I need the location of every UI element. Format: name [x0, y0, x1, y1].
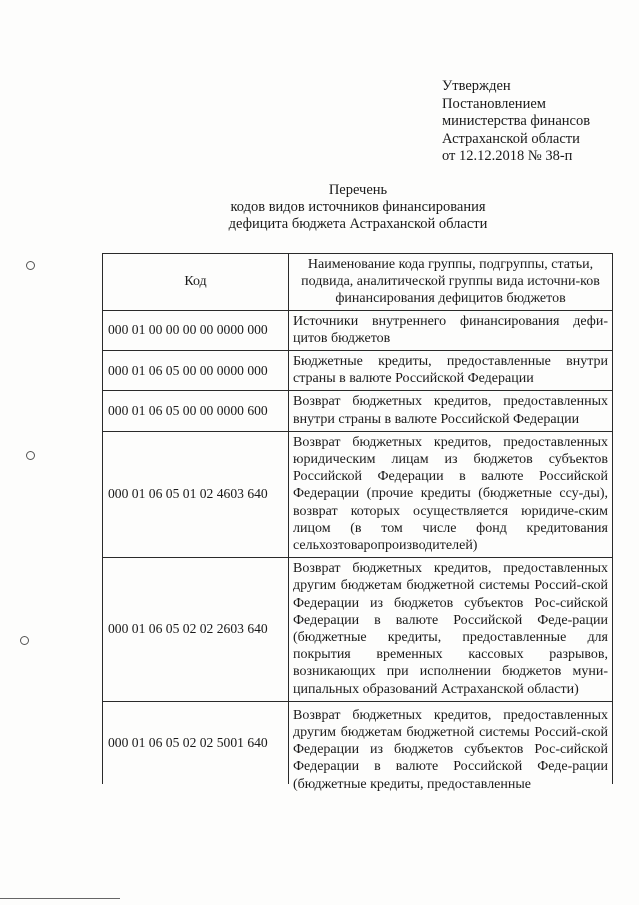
row-code: 000 01 06 05 02 02 2603 640 — [103, 558, 289, 702]
header-code: Код — [103, 254, 289, 311]
approval-line: министерства финансов — [442, 113, 591, 130]
codes-table — [102, 253, 613, 792]
row-code: 000 01 06 05 01 02 4603 640 — [103, 431, 289, 557]
approval-stamp — [442, 78, 590, 166]
title-line: дефицита бюджета Астраханской области — [228, 216, 488, 232]
row-name: Возврат бюджетных кредитов, предоставленных юридическим лицам из бюджетов субъектов Российской Федерации в валюте Российской Федерации (прочие кредиты (бюджетные ссу-ды), возврат которых осуществляется юридиче-ским лицом (в том числе фонд кредитования сельхозтоваропроизводителей) — [289, 431, 613, 557]
header-name: Наименование кода группы, подгруппы, статьи, подвида, аналитической группы вида источни-ков финансирования дефицитов бюджетов — [289, 254, 613, 311]
row-code: 000 01 06 05 02 02 5001 640 — [103, 701, 289, 784]
title-line: кодов видов источников финансирования — [230, 199, 486, 215]
table-row — [103, 391, 613, 431]
table-header-row — [103, 254, 613, 311]
row-name: Бюджетные кредиты, предоставленные внутри страны в валюте Российской Федерации — [289, 351, 613, 391]
table-row — [103, 701, 613, 784]
row-name: Возврат бюджетных кредитов, предоставленных внутри страны в валюте Российской Федерации — [289, 391, 613, 431]
row-name: Источники внутреннего финансирования дефи-цитов бюджетов — [289, 310, 613, 350]
table-row — [103, 310, 613, 350]
row-code: 000 01 00 00 00 00 0000 000 — [103, 310, 289, 350]
table-row — [103, 351, 613, 391]
row-name: Возврат бюджетных кредитов, предоставленных другим бюджетам бюджетной системы Россий-ской Федерации из бюджетов субъектов Рос-сийской Федерации в валюте Российской Феде-рации (бюджетные кредиты, предоставленные для покрытия временных кассовых разрывов, возникающих при исполнении бюджетов муни-ципальных образований Астраханской области) — [289, 558, 613, 702]
row-name — [289, 701, 613, 792]
title-line: Перечень — [328, 182, 388, 198]
row-name-text: Возврат бюджетных кредитов, предоставленных другим бюджетам бюджетной системы Россий-ской Федерации из бюджетов субъектов Рос-сийской Федерации в валюте Российской Феде-рации (бюджетные кредиты, предоставленные — [293, 707, 608, 792]
binding-hole-mark — [20, 636, 29, 645]
row-code: 000 01 06 05 00 00 0000 600 — [103, 391, 289, 431]
table-row — [103, 431, 613, 557]
approval-line: от 12.12.2018 № 38-п — [442, 148, 573, 165]
document-title — [150, 182, 566, 233]
approval-line: Астраханской области — [442, 130, 580, 147]
row-code: 000 01 06 05 00 00 0000 000 — [103, 351, 289, 391]
footer-divider — [0, 898, 120, 899]
approval-line: Утвержден — [442, 78, 511, 94]
binding-hole-mark — [26, 451, 35, 460]
approval-line: Постановлением — [442, 95, 546, 112]
table-row — [103, 558, 613, 702]
binding-hole-mark — [26, 261, 35, 270]
